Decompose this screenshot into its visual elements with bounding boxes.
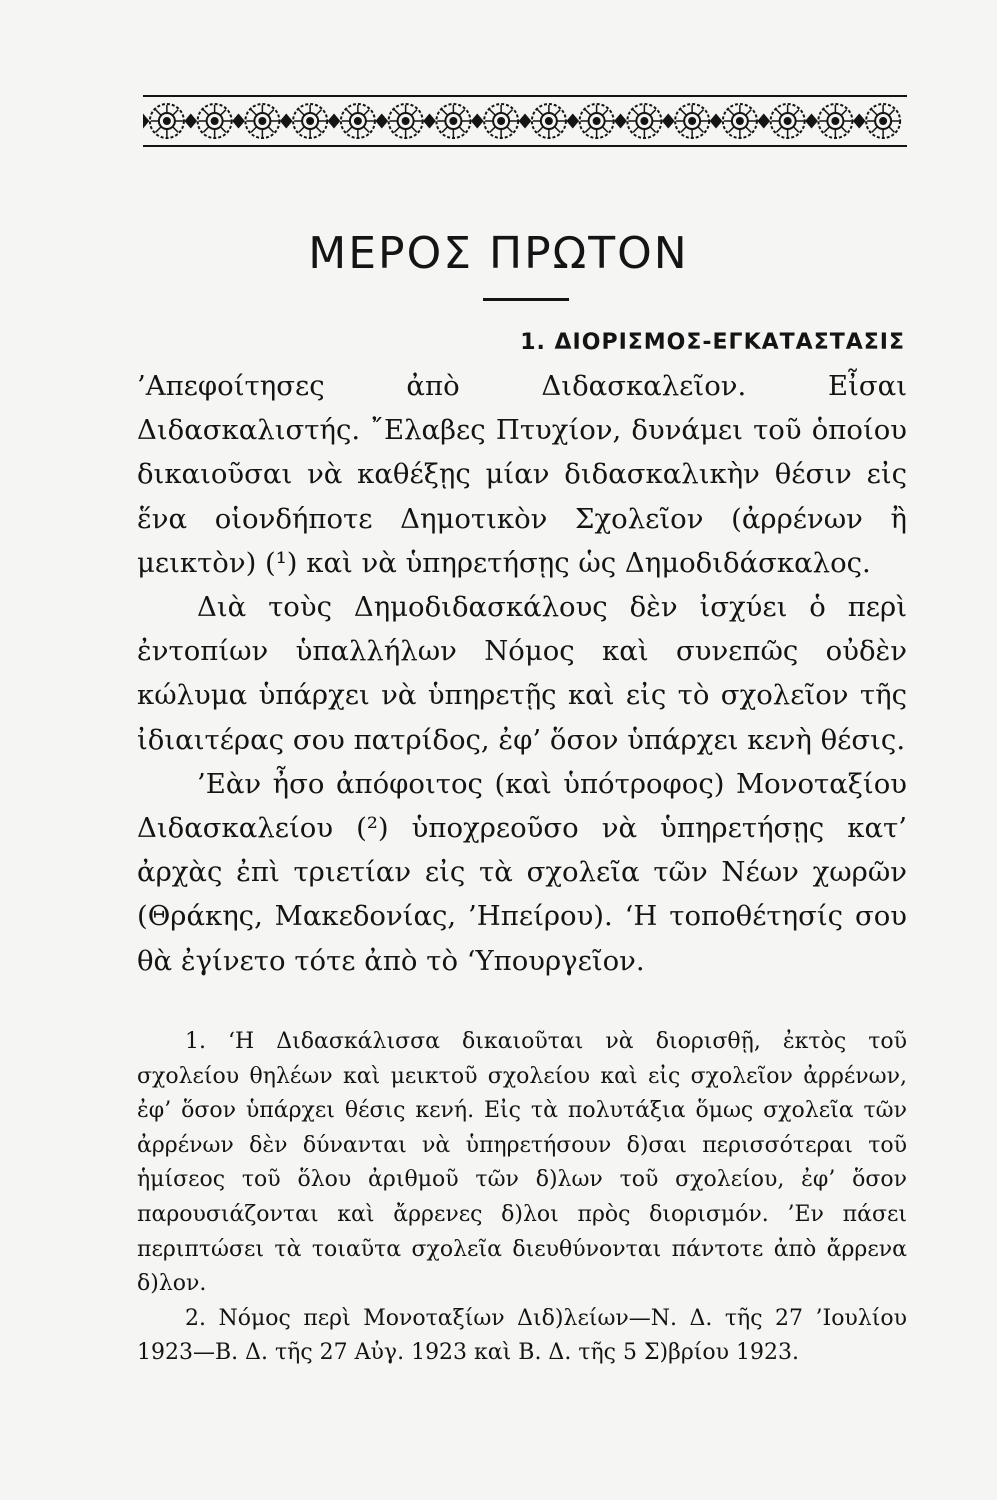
title-divider (483, 298, 569, 301)
part-title: ΜΕΡΟΣ ΠΡΩΤΟΝ (308, 228, 689, 279)
paragraph: ’Εὰν ἦσο ἀπόφοιτος (καὶ ὑπότροφος) Μονοταξίου Διδασκαλείου (²) ὑποχρεοῦσο νὰ ὑπηρετήσῃς κατ’ ἀρχὰς ἐπὶ τριετίαν εἰς τὰ σχολεῖα τῶν Νέων χωρῶν (Θράκης, Μακεδονίας, ’Ηπείρου). ‘Η τοποθέτησίς σου θὰ ἐγίνετο τότε ἀπὸ τὸ ‘Υπουργεῖον. (137, 767, 907, 977)
footnote: 1. ‘Η Διδασκάλισσα δικαιοῦται νὰ διορισθῇ, ἐκτὸς τοῦ σχολείου θηλέων καὶ μεικτοῦ σχολείου καὶ εἰς σχολεῖον ἀρρένων, ἐφ’ ὅσον ὑπάρχει θέσις κενή. Εἰς τὰ πολυτάξια ὅμως σχολεῖα τῶν ἀρρένων δὲν δύνανται νὰ ὑπηρετήσουν δ)σαι περισσότεραι τοῦ ἡμίσεος τοῦ ὅλου ἀριθμοῦ τῶν δ)λων τοῦ σχολείου, ἐφ’ ὅσον παρουσιάζονται καὶ ἄρρενες δ)λοι πρὸς διορισμόν. ’Εν πάσει περιπτώσει τὰ τοιαῦτα σχολεῖα διευθύνονται πάντοτε ἀπὸ ἄρρενα δ)λον. (137, 1029, 907, 1297)
footnotes (137, 1025, 907, 1371)
paragraph: ’Απεφοίτησες ἀπὸ Διδασκαλεῖον. Εἶσαι Διδασκαλιστής. ῎Ελαβες Πτυχίον, δυνάμει τοῦ ὁποίου δικαιοῦσαι νὰ καθέξῃς μίαν διδασκαλικὴν θέσιν εἰς ἕνα οἱονδήποτε Δημοτικὸν Σχολεῖον (ἀρρένων ἢ μεικτὸν) (¹) καὶ νὰ ὑπηρετήσῃς ὡς Δημοδιδάσκαλος. (137, 370, 907, 579)
footnote: 2. Νόμος περὶ Μονοταξίων Διδ)λείων—Ν. Δ. τῆς 27 ’Ιουλίου 1923—Β. Δ. τῆς 27 Αὐγ. 1923 καὶ Β. Δ. τῆς 5 Σ)βρίου 1923. (137, 1305, 907, 1366)
main-text (137, 364, 907, 983)
paragraph: Διὰ τοὺς Δημοδιδασκάλους δὲν ἰσχύει ὁ περὶ ἐντοπίων ὑπαλλήλων Νόμος καὶ συνεπῶς οὐδὲν κώλυμα ὑπάρχει νὰ ὑπηρετῇς καὶ εἰς τὸ σχολεῖον τῆς ἰδιαιτέρας σου πατρίδος, ἐφ’ ὅσον ὑπάρχει κενὴ θέσις. (137, 591, 907, 756)
decorative-rosette-band-icon (143, 92, 907, 150)
section-heading: 1. ΔΙΟΡΙΣΜΟΣ-ΕΓΚΑΤΑΣΤΑΣΙΣ (520, 330, 905, 355)
